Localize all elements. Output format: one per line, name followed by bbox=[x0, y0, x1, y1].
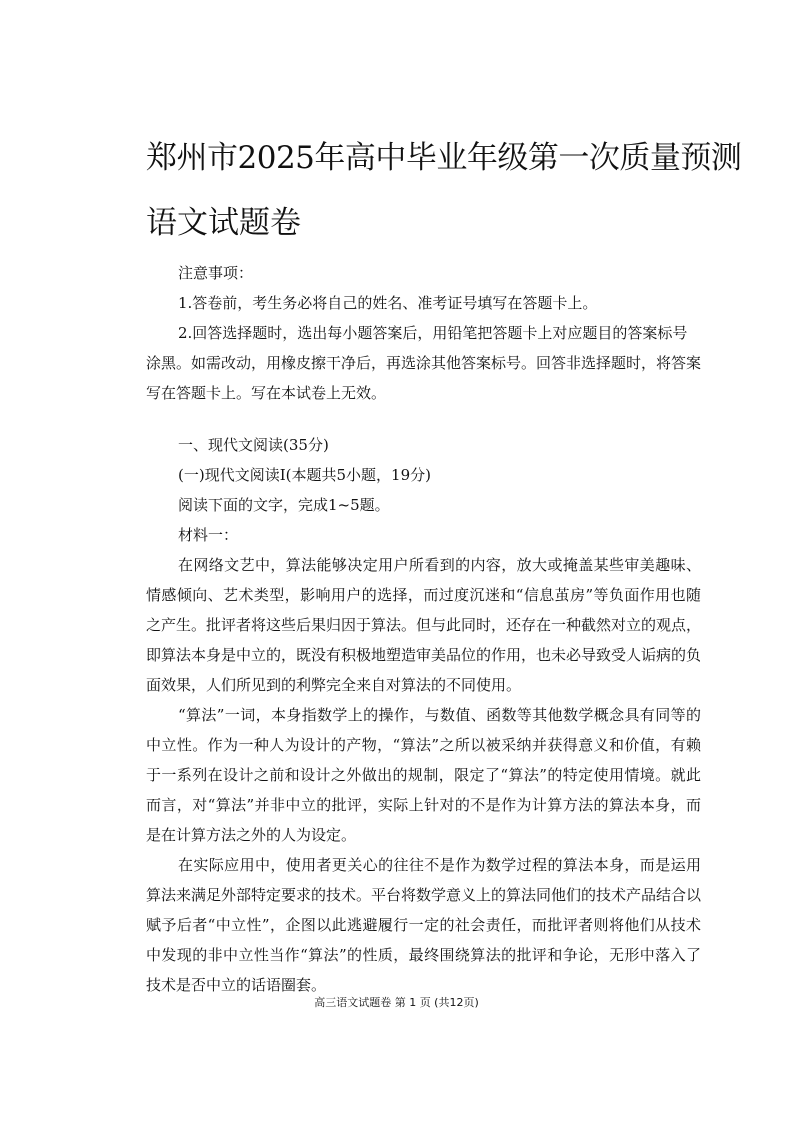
notice-item-1: 1.答卷前，考生务必将自己的姓名、准考证号填写在答题卡上。 bbox=[178, 294, 598, 312]
notice-heading: 注意事项： bbox=[178, 264, 254, 282]
notice-block bbox=[146, 258, 701, 408]
notice-item-2: 2.回答选择题时，选出每小题答案后，用铅笔把答题卡上对应题目的答案标号涂黑。如需改动，用橡皮擦干净后，再选涂其他答案标号。回答非选择题时，将答案写在答题卡上。写在本试卷上无效。 bbox=[146, 324, 702, 402]
section-instruction: 阅读下面的文字，完成1~5题。 bbox=[178, 496, 390, 514]
section-heading: 一、现代文阅读(35分) bbox=[178, 436, 329, 454]
material-paragraph: “算法”一词，本身指数学上的操作，与数值、函数等其他数学概念具有同等的中立性。作为一种人为设计的产物，“算法”之所以被采纳并获得意义和价值，有赖于一系列在设计之前和设计之外做出的规制，限定了“算法”的特定使用情境。就此而言，对“算法”并非中立的批评，实际上针对的不是作为计算方法的算法本身，而是在计算方法之外的人为设定。 bbox=[146, 706, 701, 844]
exam-subtitle: 语文试题卷 bbox=[146, 205, 301, 241]
exam-title: 郑州市2025年高中毕业年级第一次质量预测 bbox=[146, 140, 742, 176]
section-subheading: (一)现代文阅读Ⅰ(本题共5小题，19分) bbox=[178, 466, 431, 484]
material-label: 材料一： bbox=[178, 526, 239, 544]
reading-section bbox=[146, 430, 701, 1000]
page-footer: 高三语文试题卷 第 1 页 (共12页) bbox=[314, 996, 479, 1009]
material-paragraph: 在网络文艺中，算法能够决定用户所看到的内容，放大或掩盖某些审美趣味、情感倾向、艺术类型，影响用户的选择，而过度沉迷和“信息茧房”等负面作用也随之产生。批评者将这些后果归因于算法。但与此同时，还存在一种截然对立的观点，即算法本身是中立的，既没有积极地塑造审美品位的作用，也未必导致受人诟病的负面效果，人们所见到的利弊完全来自对算法的不同使用。 bbox=[146, 556, 702, 694]
material-paragraph: 在实际应用中，使用者更关心的往往不是作为数学过程的算法本身，而是运用算法来满足外部特定要求的技术。平台将数学意义上的算法同他们的技术产品结合以赋予后者“中立性”，企图以此逃避履行一定的社会责任，而批评者则将他们从技术中发现的非中立性当作“算法”的性质，最终围绕算法的批评和争论，无形中落入了技术是否中立的话语圈套。 bbox=[146, 856, 702, 994]
